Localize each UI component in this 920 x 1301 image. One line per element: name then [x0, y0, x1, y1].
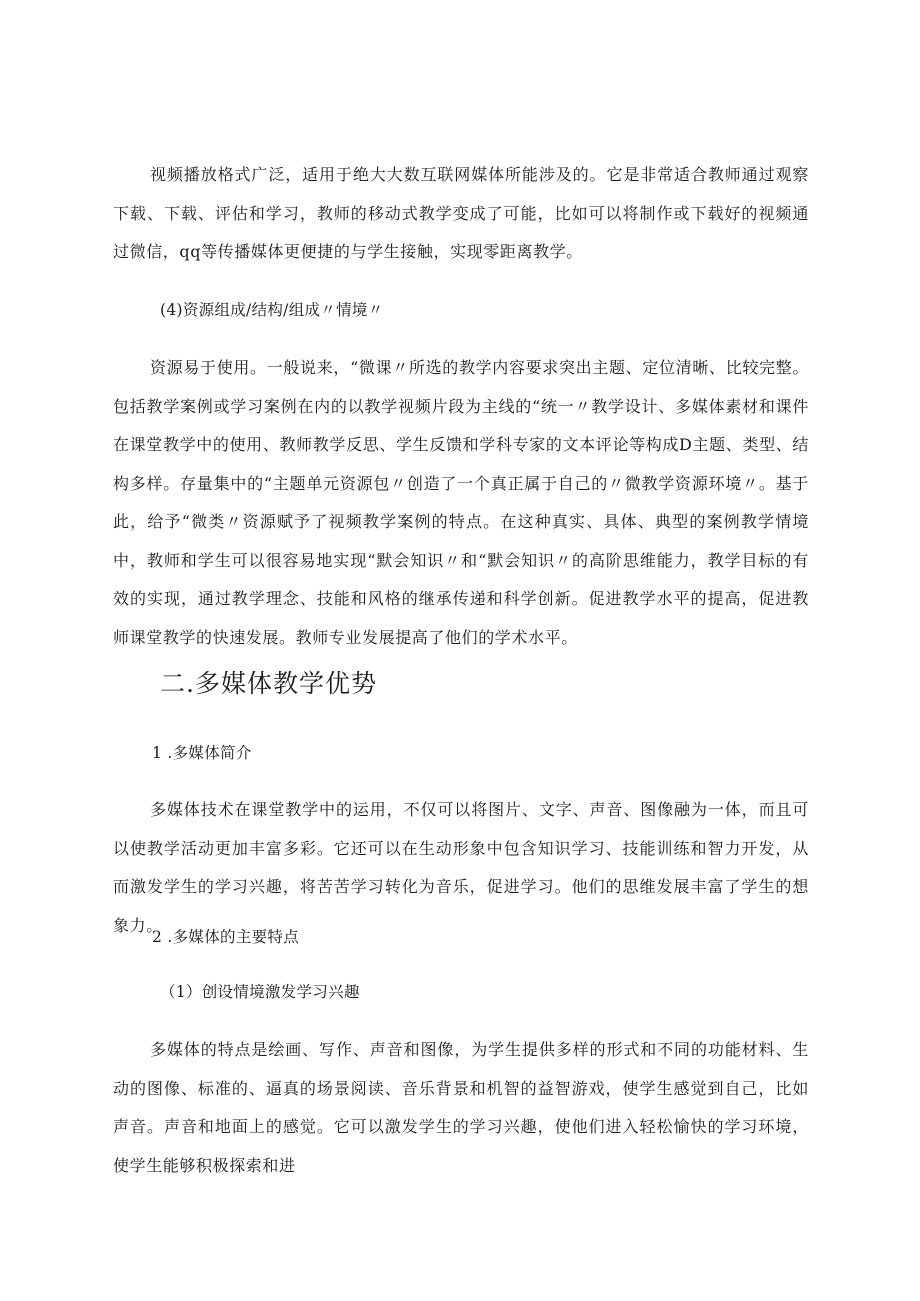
paragraph-resources: 资源易于使用。一般说来，“微课〃所选的教学内容要求突出主题、定位清晰、比较完整。包括教学案例或学习案例在内的以教学视频片段为主线的“统一〃教学设计、多媒体素材和课件在课堂教学中的使用、教师教学反思、学生反馈和学科专家的文本评论等构成D主题、类型、结构多样。存量集中的“主题单元资源包〃创造了一个真正属于自己的〃微教学资源环境〃。基于此，给予“微类〃资源赋予了视频教学案例的特点。在这种真实、具体、典型的案例教学情境中，教师和学生可以很容易地实现“默会知识〃和“默会知识〃的高阶思维能力，教学目标的有效的实现，通过教学理念、技能和风格的继承传递和科学创新。促进教学水平的提高，促进教师课堂教学的快速发展。教师专业发展提高了他们的学术水平。 — [113, 358, 809, 647]
subheading-create-scenarios: （1）创设情境激发学习兴趣 — [160, 983, 360, 1001]
paragraph-multimedia-features: 多媒体的特点是绘画、写作、声音和图像，为学生提供多样的形式和不同的功能材料、生动的图像、标准的、逼真的场景阅读、音乐背景和机智的益智游戏，使学生感觉到自己，比如声音。声音和地面上的感觉。它可以激发学生的学习兴趣，使他们进入轻松愉快的学习环境，使学生能够积极探索和进 — [113, 1040, 809, 1175]
paragraph-multimedia-intro: 多媒体技术在课堂教学中的运用，不仅可以将图片、文字、声音、图像融为一体，而且可以使教学活动更加丰富多彩。它还可以在生动形象中包含知识学习、技能训练和智力开发，从而激发学生的学习兴趣，将苦苦学习转化为音乐，促进学习。他们的思维发展丰富了学生的想象力。 — [113, 800, 809, 935]
paragraph-video-format: 视频播放格式广泛，适用于绝大大数互联网媒体所能涉及的。它是非常适合教师通过观察下载、下载、评估和学习，教师的移动式教学变成了可能，比如可以将制作或下载好的视频通过微信，qq等传播媒体更便捷的与学生接触，实现零距离教学。 — [113, 165, 809, 261]
subheading-multimedia-intro: 1 .多媒体简介 — [152, 744, 252, 762]
subheading-resource-composition: (4)资源组成/结构/组成〃情境〃 — [160, 301, 384, 319]
section-title-multimedia-advantages: 二.多媒体教学优势 — [160, 669, 377, 698]
subheading-main-features: 2 .多媒体的主要特点 — [152, 928, 300, 946]
